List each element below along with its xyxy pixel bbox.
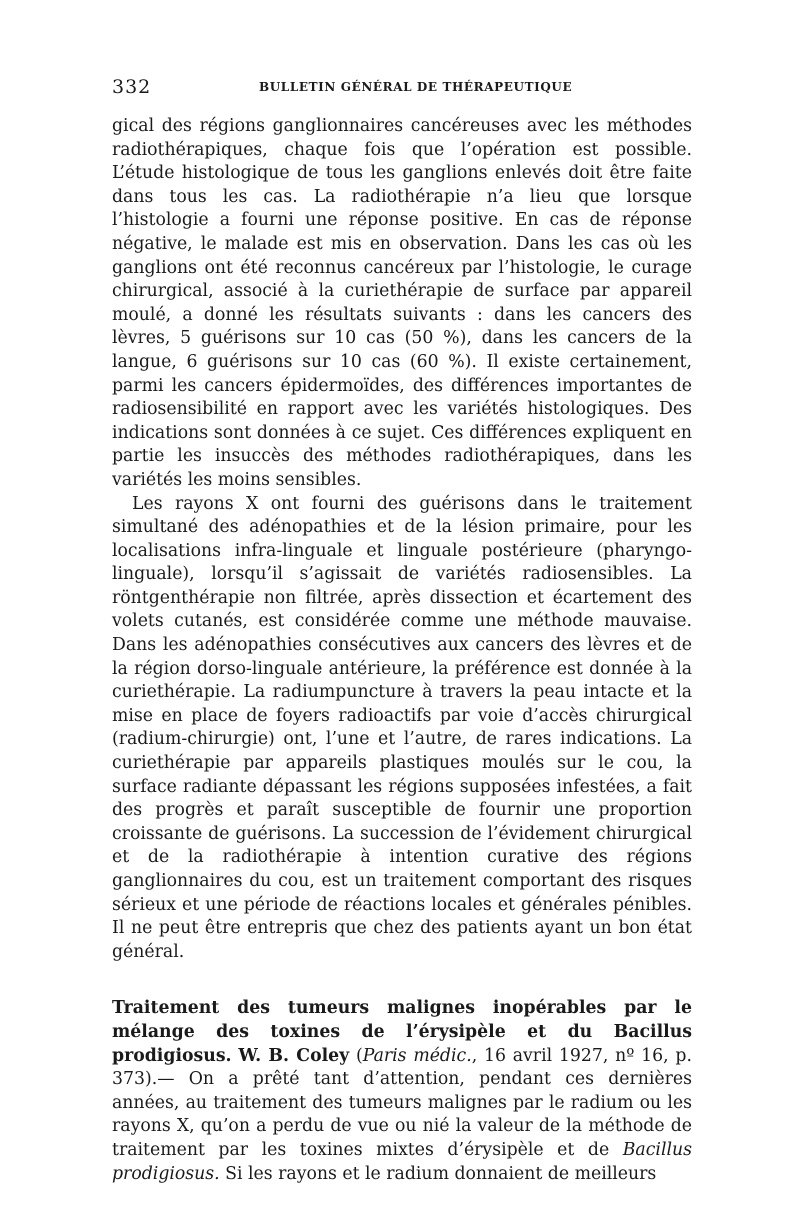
article-abstract xyxy=(112,997,692,1186)
abstract-bacillus-name: Bacillus prodigiosus. xyxy=(112,1139,692,1184)
reference-open: ( xyxy=(355,1045,363,1066)
reference-details: , 16 avril 1927, nº 16, p. 373).— xyxy=(112,1045,692,1090)
article-author: W. B. Coley xyxy=(238,1045,350,1066)
body-paragraph-1: gical des régions ganglionnaires cancéreuses avec les méthodes radiothérapiques, chaque fois que l’opération est possible. L’étude histologique de tous les ganglions enlevés doit être faite dans tous les cas. La radiothérapie n’a lieu que lorsque l’histologie a fourni une réponse positive. En cas de réponse négative, le malade est mis en observation. Dans les cas où les ganglions ont été reconnus cancéreux par l’histologie, le curage chirurgical, associé à la curiethérapie de surface par appareil moulé, a donné les résultats suivants : dans les cancers des lèvres, 5 guérisons sur 10 cas (50 %), dans les cancers de la langue, 6 guérisons sur 10 cas (60 %). Il existe certainement, parmi les cancers épidermoïdes, des différences importantes de radiosensibilité en rapport avec les variétés histologiques. Des indications sont données à ce sujet. Ces différences expliquent en partie les insuccès des méthodes radiothérapiques, dans les variétés les moins sensibles. xyxy=(112,116,692,490)
abstract-text-end: Si les rayons et le radium donnaient de meilleurs xyxy=(225,1163,657,1184)
article-title: Traitement des tumeurs malignes inopérables par le mélange des toxines de l’érysipèle et du Bacillus prodigiosus. xyxy=(112,998,692,1066)
reference-journal: Paris médic. xyxy=(362,1045,472,1066)
body-paragraph-2: Les rayons X ont fourni des guérisons dans le traitement simultané des adénopathies et de la lésion primaire, pour les localisations infra-linguale et linguale postérieure (pharyngo-linguale), lorsqu’il s’agissait de variétés radiosensibles. La röntgenthérapie non filtrée, après dissection et écartement des volets cutanés, est considérée comme une méthode mauvaise. Dans les adénopathies consécutives aux cancers des lèvres et de la région dorso-linguale antérieure, la préférence est donnée à la curiethérapie. La radiumpuncture à travers la peau intacte et la mise en place de foyers radioactifs par voie d’accès chirurgical (radium-chirurgie) ont, l’une et l’autre, de rares indications. La curiethérapie par appareils plastiques moulés sur le cou, la surface radiante dépassant les régions supposées infestées, a fait des progrès et paraît susceptible de fournir une proportion croissante de guérisons. La succession de l’évidement chirurgical et de la radiothérapie à intention curative des régions ganglionnaires du cou, est un traitement comportant des risques sérieux et une période de réactions locales et générales pénibles. Il ne peut être entrepris que chez des patients ayant un bon état général. xyxy=(112,493,692,962)
page-number: 332 xyxy=(112,76,152,98)
running-head xyxy=(112,70,692,100)
running-title: BULLETIN GÉNÉRAL DE THÉRAPEUTIQUE xyxy=(259,80,573,94)
abstract-text-start: On a prêté tant d’attention, pendant ces dernières années, au traitement des tumeurs malignes par le radium ou les rayons X, qu’on a perdu de vue ou nié la valeur de la méthode de traitement par les toxines mixtes d’érysipèle et de xyxy=(112,1069,693,1160)
document-page xyxy=(112,70,692,1186)
